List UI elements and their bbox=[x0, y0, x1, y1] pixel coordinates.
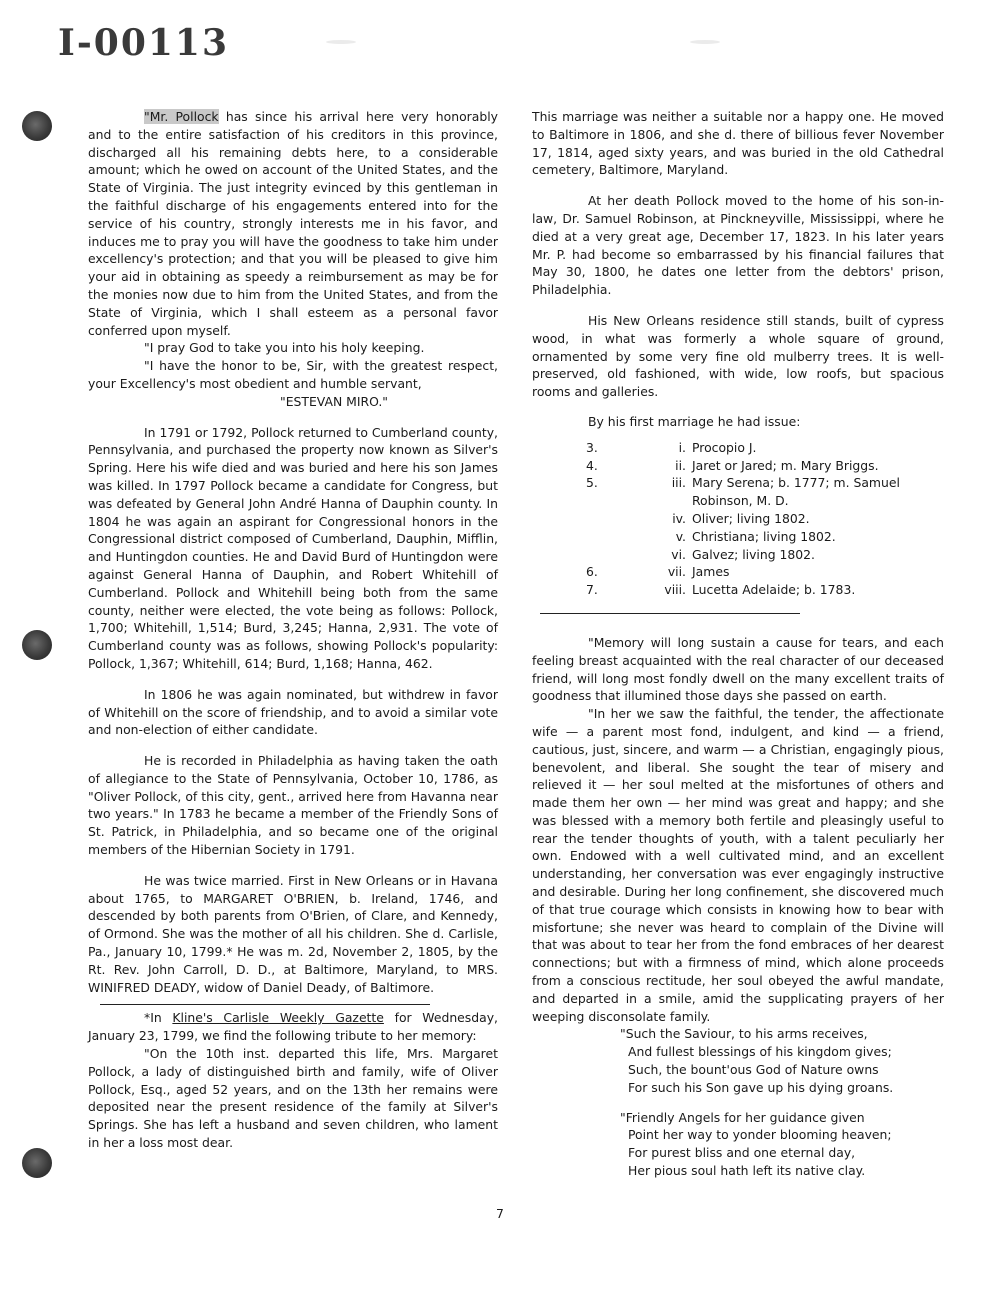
body-paragraph: He is recorded in Philadelphia as having taken the oath of allegiance to the State of Pennsylvania, October 10, 1786, as "Oliver Pollock, of this city, gent., arrived here from Havanna near two years." In 1783 he became a member of the Friendly Sons of St. Patrick, in Philadelphia, and so became one of the original members of the Hibernian Society in 1791. bbox=[88, 753, 498, 858]
highlighted-name: "Mr. Pollock bbox=[144, 109, 219, 124]
page-number: 7 bbox=[496, 1206, 504, 1221]
poem-line: And fullest blessings of his kingdom gives; bbox=[628, 1044, 892, 1060]
poem-line: Point her way to yonder blooming heaven; bbox=[628, 1127, 892, 1143]
document-id: I-00113 bbox=[58, 22, 230, 64]
issue-item: 6. vii. James bbox=[586, 564, 730, 580]
issue-item: v. Christiana; living 1802. bbox=[675, 528, 836, 544]
punch-hole-bottom bbox=[22, 1148, 52, 1178]
poem-stanza-2 bbox=[620, 1109, 944, 1180]
body-paragraph: This marriage was neither a suitable nor a happy one. He moved to Baltimore in 1806, and she d. there of billious fever November 17, 1814, aged sixty years, and was buried in the old Cathedral cemetery, Baltimore, Maryland. bbox=[532, 109, 944, 178]
body-paragraph: At her death Pollock moved to the home of his son-in-law, Dr. Samuel Robinson, at Pinckneyville, Mississippi, where he died at a very great age, December 17, 1823. In his later years Mr. P. had become so embarrassed by his financial failures that May 30, 1800, he dates one letter from the debtors' prison, Philadelphia. bbox=[532, 193, 944, 298]
poem-line: Such, the bount'ous God of Nature owns bbox=[628, 1062, 879, 1078]
signature: "ESTEVAN MIRO." bbox=[280, 393, 388, 409]
scan-smudge bbox=[690, 40, 720, 44]
body-paragraph: In 1791 or 1792, Pollock returned to Cumberland county, Pennsylvania, and purchased the property now known as Silver's Spring. Here his wife died and was buried and here his son James was killed. In 1797 Pollock became a candidate for Congress, but was defeated by General John André Hanna of Dauphin county. In 1804 he was again an aspirant for Congressional honors in the Congressional district composed of Cumberland, Dauphin, Mifflin, and Huntingdon counties. He and David Burd of Huntingdon were against General Hanna of Dauphin, and Robert Whitehill of Cumberland. Pollock and Whitehill being both from the same county, neither were elected, the vote being as follows: Pollock, 1,700; Whitehill, 1,514; Burd, 3,245; Hanna, 2,931. The vote of Cumberland county was as follows, showing Pollock's popularity: Pollock, 1,367; Whitehill, 614; Burd, 1,168; Hanna, 462. bbox=[88, 424, 498, 671]
gazette-title: Kline's Carlisle Weekly Gazette bbox=[172, 1010, 384, 1026]
issue-item: 7. viii. Lucetta Adelaide; b. 1783. bbox=[586, 582, 856, 598]
miro-letter-line: "I pray God to take you into his holy keeping. bbox=[144, 340, 425, 356]
issue-item: vi. Galvez; living 1802. bbox=[671, 546, 815, 562]
punch-hole-middle bbox=[22, 630, 52, 660]
section-rule bbox=[540, 613, 800, 614]
footnote: *In Kline's Carlisle Weekly Gazette for Wednesday, January 23, 1799, we find the following tribute to her memory: bbox=[88, 1010, 498, 1044]
poem-line: "Such the Saviour, to his arms receives, bbox=[620, 1026, 868, 1042]
miro-letter-paragraph: "Mr. Pollock has since his arrival here very honorably and to the entire satisfaction of his creditors in this province, discharged all his remaining debts here, to a considerable amount; which he owed on account of the United States, and the State of Virginia. The just integrity evinced by this gentleman in the faithful discharge of his engagements entered into for the service of his country, strongly interests me in his favor, and induces me to pray you will have the goodness to take him under excellency's protection; and that you will be pleased to give him your aid in obtaining as speedy a reimbursement as may be for the monies now due to him from the United States, and from the State of Virginia, which I shall esteem as a personal favor conferred upon myself. bbox=[88, 109, 498, 338]
scan-smudge bbox=[326, 40, 356, 44]
poem-stanza-1 bbox=[620, 1025, 944, 1096]
poem-line: "Friendly Angels for her guidance given bbox=[620, 1109, 865, 1125]
issue-item: 4. ii. Jaret or Jared; m. Mary Briggs. bbox=[586, 457, 879, 473]
issue-item: 5. iii. Mary Serena; b. 1777; m. Samuel bbox=[586, 475, 900, 491]
right-column bbox=[532, 108, 944, 1180]
poem-line: For such his Son gave up his dying groans. bbox=[628, 1079, 894, 1095]
tribute-paragraph: "In her we saw the faithful, the tender, the affectionate wife — a parent most fond, indulgent, and kind — a friend, cautious, just, sincere, and warm — a Christian, engagingly pious, benevolent, and liberal. She sought the tear of misery and relieved it — her soul melted at the misfortunes of others and made them her own — her mind was great and happy; and she was blessed with a memory both fertile and pleasingly useful to rear the tender thoughts of youth, with a talent peculiarly her own. Endowed with a well cultivated mind, and an excellent understanding, her conversation was ever engagingly instructive and desirable. During her long confinement, she discovered much of that true courage which consists in knowing how to bear with misfortune; she never was heard to complain of the Divine will that was about to tear her from the fond embraces of her dearest connections; but with a firmness of mind, which alone proceeds from a conscious rectitude, her soul obeyed the awful mandate, and departed in a smile, amid the supplicating prayers of her weeping disconsolate family. bbox=[532, 706, 944, 1024]
tribute-paragraph: "Memory will long sustain a cause for tears, and each feeling breast acquainted with the real character of our deceased friend, will long most fondly dwell on the many excellent traits of goodness that illumined those days she passed on earth. bbox=[532, 634, 944, 704]
body-paragraph: He was twice married. First in New Orleans or in Havana about 1765, to MARGARET O'BRIEN, b. Ireland, 1746, and descended by both parents from O'Brien, of Clare, and Kennedy, of Ormond. She was the mother of all his children. She d. Carlisle, Pa., January 10, 1799.* He was m. 2d, November 2, 1805, by the Rt. Rev. John Carroll, D. D., at Baltimore, Maryland, to MRS. WINIFRED DEADY, widow of Daniel Deady, of Baltimore. bbox=[88, 872, 498, 995]
body-paragraph: His New Orleans residence still stands, built of cypress wood, in what was formerly a whole square of ground, ornamented by some very fine old mulberry trees. It is well-preserved, old fashioned, with wide, low roofs, but spacious rooms and galleries. bbox=[532, 312, 944, 400]
poem-line: For purest bliss and one eternal day, bbox=[628, 1145, 856, 1161]
footnote-rule bbox=[100, 1004, 430, 1005]
issue-item: iv. Oliver; living 1802. bbox=[672, 510, 810, 526]
body-paragraph: In 1806 he was again nominated, but withdrew in favor of Whitehill on the score of friendship, and to avoid a similar vote and non-election of either candidate. bbox=[88, 686, 498, 738]
issue-item-continued: Robinson, M. D. bbox=[692, 493, 789, 509]
issue-list bbox=[532, 439, 944, 599]
issue-item: 3. i. Procopio J. bbox=[586, 439, 757, 455]
issue-heading: By his first marriage he had issue: bbox=[588, 413, 801, 429]
footnote-quote: "On the 10th inst. departed this life, Mrs. Margaret Pollock, a lady of distinguished birth and family, wife of Oliver Pollock, Esq., aged 52 years, and on the 13th her remains were deposited near the present residence of the family at Silver's Springs. She has left a husband and seven children, who lament in her a loss most dear. bbox=[88, 1046, 498, 1151]
punch-hole-top bbox=[22, 111, 52, 141]
miro-letter-line: "I have the honor to be, Sir, with the greatest respect, your Excellency's most obedient and humble servant, bbox=[88, 358, 498, 391]
poem-line: Her pious soul hath left its native clay. bbox=[628, 1163, 866, 1179]
left-column bbox=[88, 108, 498, 1152]
